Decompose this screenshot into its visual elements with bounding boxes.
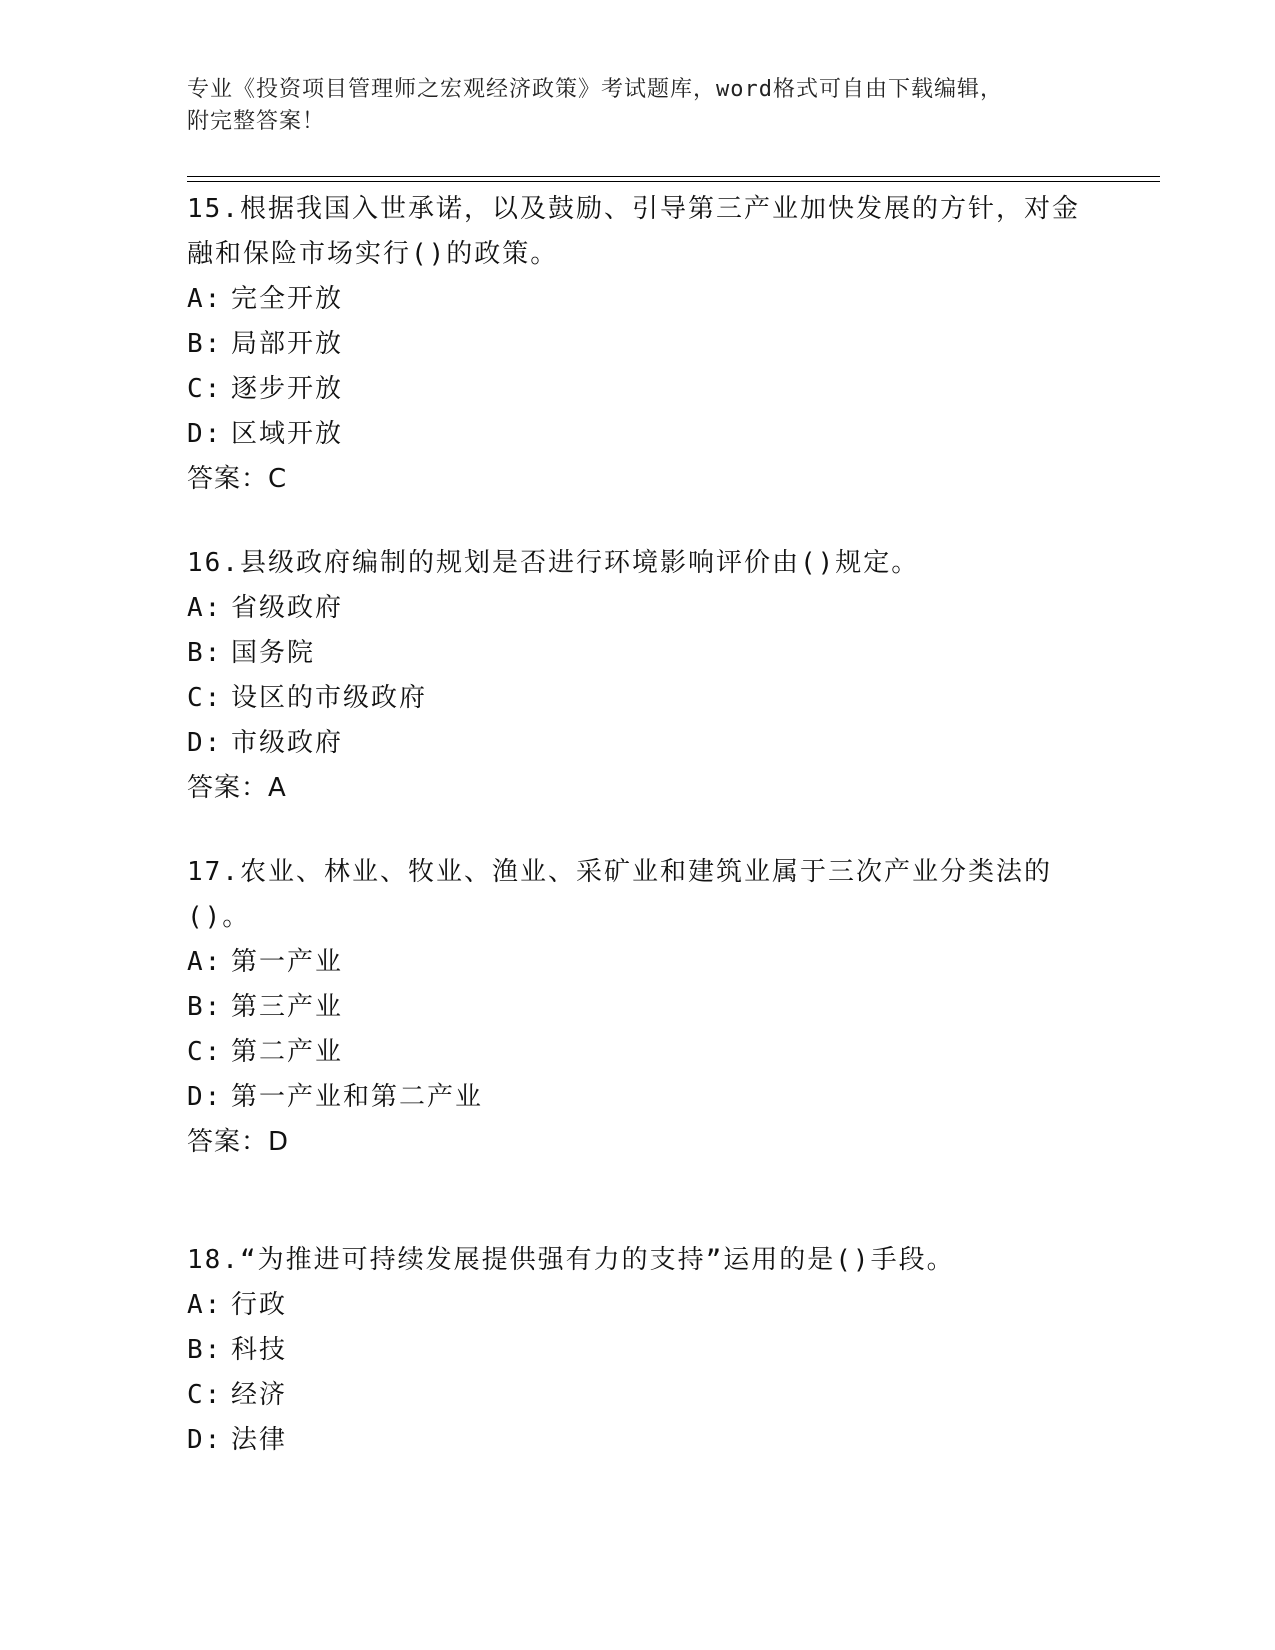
question-18 [187,1238,1087,1463]
option-letter: B: [187,329,223,359]
question-stem: 15.根据我国入世承诺，以及鼓励、引导第三产业加快发展的方针，对金融和保险市场实行()的政策。 [187,194,1080,269]
option-text: 逐步开放 [231,374,344,404]
question-16 [187,541,1087,811]
option-text: 行政 [231,1290,288,1320]
option-text: 省级政府 [231,593,344,623]
option-c [187,367,1087,412]
option-text: 设区的市级政府 [231,683,428,713]
document-header [187,74,1087,138]
option-b [187,322,1087,367]
option-letter: B: [187,1335,223,1365]
option-letter: B: [187,638,223,668]
question-stem: 18.“为推进可持续发展提供强有力的支持”运用的是()手段。 [187,1245,955,1275]
option-letter: C: [187,374,223,404]
option-b [187,1328,1087,1373]
answer-line [187,1120,1087,1165]
option-text: 区域开放 [231,419,344,449]
option-letter: C: [187,683,223,713]
option-text: 科技 [231,1335,288,1365]
option-c [187,1373,1087,1418]
answer-prefix: 答案： [187,773,269,803]
answer-value: A [268,773,287,803]
option-letter: C: [187,1037,223,1067]
option-letter: A: [187,593,223,623]
option-text: 完全开放 [231,284,344,314]
header-divider-bottom [187,181,1160,182]
option-letter: D: [187,419,223,449]
option-d [187,1075,1087,1120]
header-line-1: 专业《投资项目管理师之宏观经济政策》考试题库，word格式可自由下载编辑， [187,77,1003,102]
option-text: 第三产业 [231,992,344,1022]
header-line-2: 附完整答案！ [187,109,326,134]
option-a [187,940,1087,985]
answer-prefix: 答案： [187,1127,269,1157]
question-17 [187,850,1087,1165]
option-letter: A: [187,947,223,977]
answer-line [187,457,1087,502]
question-stem: 17.农业、林业、牧业、渔业、采矿业和建筑业属于三次产业分类法的()。 [187,857,1052,932]
option-letter: A: [187,1290,223,1320]
option-text: 第二产业 [231,1037,344,1067]
answer-value: C [268,464,288,494]
option-b [187,985,1087,1030]
option-text: 局部开放 [231,329,344,359]
answer-value: D [268,1127,290,1157]
option-a [187,586,1087,631]
option-letter: C: [187,1380,223,1410]
question-stem: 16.县级政府编制的规划是否进行环境影响评价由()规定。 [187,548,920,578]
option-letter: A: [187,284,223,314]
option-c [187,1030,1087,1075]
option-text: 第一产业 [231,947,344,977]
option-text: 国务院 [231,638,316,668]
option-d [187,1418,1087,1463]
option-a [187,1283,1087,1328]
answer-prefix: 答案： [187,464,269,494]
option-text: 市级政府 [231,728,344,758]
option-text: 法律 [231,1425,288,1455]
option-b [187,631,1087,676]
header-divider-top [187,176,1160,177]
option-letter: B: [187,992,223,1022]
option-d [187,721,1087,766]
option-letter: D: [187,1082,223,1112]
option-c [187,676,1087,721]
question-15 [187,187,1087,502]
answer-line [187,766,1087,811]
option-text: 第一产业和第二产业 [231,1082,484,1112]
option-letter: D: [187,1425,223,1455]
option-letter: D: [187,728,223,758]
option-a [187,277,1087,322]
option-d [187,412,1087,457]
option-text: 经济 [231,1380,288,1410]
